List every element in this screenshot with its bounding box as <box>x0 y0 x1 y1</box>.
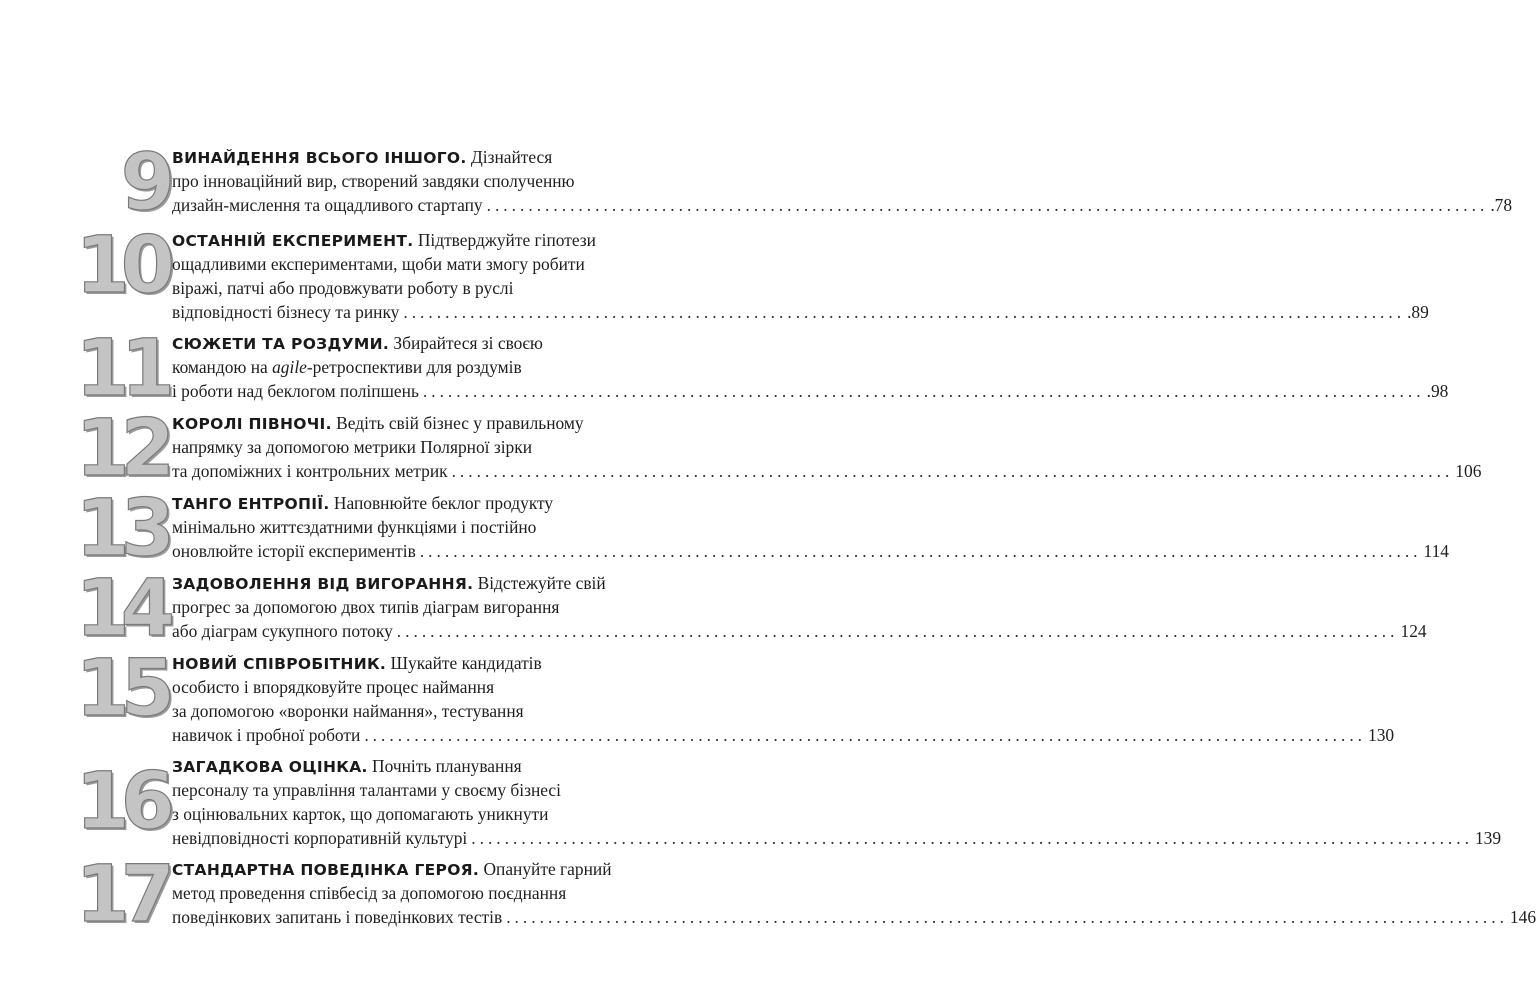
summary-line: невідповідності корпоративній культурі <box>172 828 468 848</box>
chapter-description <box>172 411 1482 483</box>
last-line <box>172 300 1429 324</box>
chapter-description <box>172 571 1427 643</box>
chapter-description <box>172 754 1502 850</box>
chapter-summary-start: Збирайтеся зі своєю <box>393 333 543 353</box>
first-line <box>172 857 627 881</box>
chapter-title: НОВИЙ СПІВРОБІТНИК. <box>172 655 387 673</box>
summary-line: та допоміжних і контрольних метрик <box>172 461 448 481</box>
chapter-description <box>172 228 1429 324</box>
chapter-description <box>172 145 1513 217</box>
chapter-title: ЗАДОВОЛЕННЯ ВІД ВИГОРАННЯ. <box>172 575 474 593</box>
chapter-summary-start: Опануйте гарний <box>483 859 612 879</box>
chapter-title: ЗАГАДКОВА ОЦІНКА. <box>172 758 368 776</box>
summary-line: і роботи над беклогом поліпшень <box>172 381 419 401</box>
dot-leader: ........................................................................................................................ <box>403 302 1406 322</box>
chapter-summary-start: Шукайте кандидатів <box>390 653 542 673</box>
last-line <box>172 379 1449 403</box>
chapter-number: 9 <box>120 138 166 228</box>
first-line <box>172 331 627 355</box>
page-number: 146 <box>1509 907 1536 927</box>
dot-leader: ........................................................................................................................ <box>506 907 1508 927</box>
chapter-number: 15 <box>75 644 166 734</box>
chapter-number: 10 <box>75 221 166 311</box>
chapter-description <box>172 857 1536 929</box>
chapter-title: ВИНАЙДЕННЯ ВСЬОГО ІНШОГО. <box>172 149 467 167</box>
dot-leader: ........................................................................................................................ <box>396 621 1399 641</box>
summary-line: про інноваційний вир, створений завдяки сполученню <box>172 171 575 191</box>
last-line <box>172 723 1395 747</box>
first-line <box>172 754 627 778</box>
page-number: 124 <box>1400 621 1427 641</box>
dot-leader: ........................................................................................................................ <box>422 381 1425 401</box>
chapter-summary-start: Ведіть свій бізнес у правильному <box>336 413 584 433</box>
dot-leader: ........................................................................................................................ <box>364 725 1367 745</box>
last-line <box>172 905 1536 929</box>
chapter-description <box>172 331 1449 403</box>
first-line <box>172 228 627 252</box>
dot-leader: ........................................................................................................................ <box>486 195 1489 215</box>
summary-line: дизайн-мислення та ощадливого стартапу <box>172 195 483 215</box>
summary-line: відповідності бізнесу та ринку <box>172 302 400 322</box>
chapter-number: 17 <box>75 850 166 940</box>
first-line <box>172 491 627 515</box>
dot-leader: ........................................................................................................................ <box>419 541 1422 561</box>
chapter-title: СЮЖЕТИ ТА РОЗДУМИ. <box>172 335 390 353</box>
summary-line: метод проведення співбесід за допомогою поєднання <box>172 883 567 903</box>
first-line <box>172 411 627 435</box>
summary-line: персоналу та управління талантами у своєму бізнесі <box>172 780 561 800</box>
first-line <box>172 571 627 595</box>
summary-line: прогрес за допомогою двох типів діаграм вигорання <box>172 597 560 617</box>
last-line <box>172 193 1513 217</box>
page-number: 139 <box>1474 828 1502 848</box>
page-number: .98 <box>1426 381 1449 401</box>
chapter-summary-start: Почніть планування <box>372 756 522 776</box>
summary-line: ощадливими експериментами, щоби мати змогу робити <box>172 254 585 274</box>
summary-line: або діаграм сукупного потоку <box>172 621 393 641</box>
chapter-summary-start: Наповнюйте беклог продукту <box>333 493 554 513</box>
summary-line: мінімально життєздатними функціями і постійно <box>172 517 537 537</box>
first-line <box>172 145 627 169</box>
page-number: .89 <box>1407 302 1429 322</box>
page-number: .78 <box>1490 195 1513 215</box>
chapter-description <box>172 491 1449 563</box>
chapter-number: 16 <box>75 757 166 847</box>
summary-line: оновлюйте історії експериментів <box>172 541 416 561</box>
chapter-summary-start: Підтверджуйте гіпотези <box>417 230 596 250</box>
summary-line: поведінкових запитань і поведінкових тестів <box>172 907 503 927</box>
chapter-summary-start: Дізнайтеся <box>470 147 553 167</box>
page-number: 130 <box>1368 725 1395 745</box>
chapter-number: 12 <box>75 404 166 494</box>
chapter-title: СТАНДАРТНА ПОВЕДІНКА ГЕРОЯ. <box>172 861 480 879</box>
summary-line: віражі, патчі або продовжувати роботу в руслі <box>172 278 514 298</box>
chapter-description <box>172 651 1395 747</box>
chapter-title: ТАНГО ЕНТРОПІЇ. <box>172 495 330 513</box>
chapter-title: КОРОЛІ ПІВНОЧІ. <box>172 415 332 433</box>
summary-line: з оцінювальних карток, що допомагають уникнути <box>172 804 549 824</box>
first-line <box>172 651 627 675</box>
dot-leader: ........................................................................................................................ <box>451 461 1454 481</box>
page-number: 106 <box>1455 461 1482 481</box>
page-number: 114 <box>1423 541 1449 561</box>
summary-line: особисто і впорядковуйте процес наймання <box>172 677 495 697</box>
chapter-number: 13 <box>75 484 166 574</box>
summary-line: за допомогою «воронки наймання», тестування <box>172 701 524 721</box>
last-line <box>172 619 1427 643</box>
last-line <box>172 826 1502 850</box>
last-line <box>172 459 1482 483</box>
chapter-number: 14 <box>75 564 166 654</box>
chapter-summary-start: Відстежуйте свій <box>477 573 606 593</box>
summary-line: напрямку за допомогою метрики Полярної зірки <box>172 437 533 457</box>
chapter-title: ОСТАННІЙ ЕКСПЕРИМЕНТ. <box>172 232 414 250</box>
summary-line: командою на agile-ретроспективи для роздумів <box>172 357 522 377</box>
chapter-number: 11 <box>75 324 166 414</box>
dot-leader: ........................................................................................................................ <box>471 828 1473 848</box>
last-line <box>172 539 1449 563</box>
summary-line: навичок і пробної роботи <box>172 725 361 745</box>
